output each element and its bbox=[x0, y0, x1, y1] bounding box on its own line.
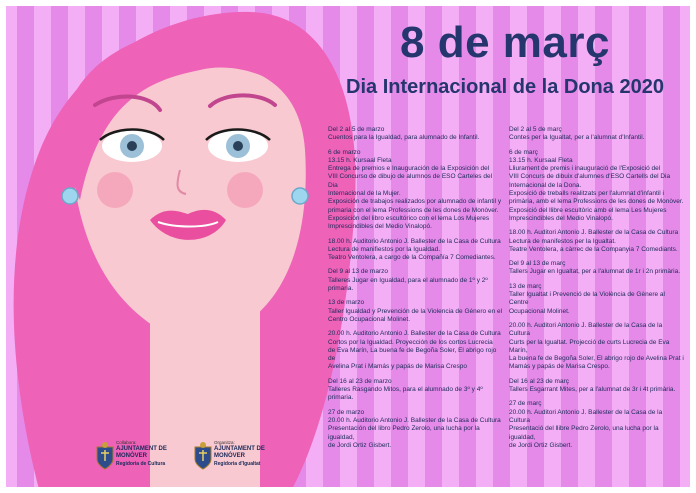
program-entry bbox=[509, 149, 684, 224]
program-entry bbox=[328, 409, 503, 450]
program-line: Internacional de la Dona. bbox=[509, 181, 582, 189]
program-line: 20.00 h. Auditorio Antonio J. Ballester de la Casa de Cultura bbox=[328, 416, 501, 424]
page-title: 8 de març bbox=[400, 18, 610, 67]
program-line: 20.00 h. Auditori Antonio J. Ballester de la Casa de la Cultura bbox=[509, 321, 663, 338]
program-entry bbox=[509, 378, 684, 395]
program-line: Avelina Prat i Mamás y papás de Marisa Crespo bbox=[328, 363, 467, 371]
program-line: Lliurament de premis i inauguració de l'Exposició del bbox=[509, 165, 661, 173]
logo-name: AJUNTAMENT DE MONÒVER bbox=[214, 446, 265, 459]
left-earring bbox=[62, 188, 78, 204]
logo-regidoria-igualtat bbox=[192, 437, 287, 477]
program-valencian bbox=[509, 126, 684, 456]
program-line: 18.00 h. Auditorio Antonio J. Ballester de la Casa de Cultura bbox=[328, 237, 501, 245]
program-entry bbox=[328, 299, 503, 324]
program-line: Tallers Esgarrant Mites, per a l'alumnat de 3r i 4t primària. bbox=[509, 386, 676, 394]
program-line: Curts per la Igualtat. Projecció de curts Lucrecia de Eva Marín, bbox=[509, 338, 670, 354]
program-entry bbox=[509, 400, 684, 450]
program-line: Contes per la Igualtat, per a l'alumnat d'Infantil. bbox=[509, 134, 645, 142]
program-line: 13.15 h. Kursaal Fleta bbox=[328, 156, 392, 164]
program-line: Del 2 al 5 de marzo bbox=[328, 126, 385, 133]
program-entry bbox=[509, 283, 684, 316]
program-line: Mamás y papás de Marisa Crespo. bbox=[509, 363, 610, 371]
program-line: de Jordi Ortiz Gisbert. bbox=[509, 441, 573, 449]
program-line: 6 de marzo bbox=[328, 148, 361, 156]
logo-role: Organitza: bbox=[214, 440, 235, 445]
program-line: Teatro Ventolera, a cargo de la Compañía 7 Comediantes. bbox=[328, 254, 496, 262]
program-line: 18.00 h. Auditori Antonio J. Ballester de la Casa de Cultura bbox=[509, 229, 679, 237]
program-line: Lectura de manifestos per la Igualtat. bbox=[509, 237, 616, 245]
program-line: La buena fe de Begoña Soler, El abrigo rojo de Avelina Prat i bbox=[509, 355, 684, 363]
program-line: Tallers Jugar en Igualtat, per a l'alumnat de 1r i 2n primària. bbox=[509, 268, 681, 276]
program-entry bbox=[328, 238, 503, 263]
program-line: Del 2 al 5 de març bbox=[509, 126, 562, 133]
program-line: Exposició de treballs realitzats per l'alumnat d'infantil i bbox=[509, 190, 664, 198]
program-line: Lectura de manifiestos por la Igualdad. bbox=[328, 245, 441, 253]
logo-department: Regidoria d'Igualtat bbox=[214, 461, 261, 467]
program-line: de Jordi Ortiz Gisbert. bbox=[328, 441, 392, 449]
program-spanish bbox=[328, 126, 503, 456]
logo-department: Regidoria de Cultura bbox=[116, 461, 166, 467]
page-subtitle: Dia Internacional de la Dona 2020 bbox=[346, 76, 664, 98]
program-line: VIII Concurso de dibujo de alumnos de ESO Carteles del Dia bbox=[328, 173, 493, 189]
program-line: Exposició del llibre escultòric amb el lema Les Mujeres bbox=[509, 206, 667, 214]
program-entry bbox=[509, 260, 684, 277]
program-line: 13 de març bbox=[509, 282, 542, 290]
program-line: VIII Concurs de dibuix d'alumnes d'ESO Cartells del Dia bbox=[509, 173, 671, 181]
program-line: Imprescindibles del Medio Vinalopó. bbox=[509, 214, 613, 222]
program-line: Talleres Rasgando Mitos, para el alumnado de 3º y 4º primaria. bbox=[328, 386, 483, 402]
program-line: Del 16 al 23 de marzo bbox=[328, 377, 392, 385]
program-line: Imprescindibles del Medio Vinalopó. bbox=[328, 223, 432, 231]
program-line: Cuentos para la Igualdad, para alumnado de Infantil. bbox=[328, 134, 480, 142]
program-entry bbox=[328, 330, 503, 371]
program-line: de Eva Marín, La buena fe de Begoña Soler, El abrigo rojo de bbox=[328, 346, 497, 363]
program-line: 27 de marzo bbox=[328, 408, 365, 416]
program-line: 6 de març bbox=[509, 148, 538, 156]
program-entry bbox=[509, 229, 684, 254]
program-line: Exposición del libro escultórico con el lema Los Mujeres bbox=[328, 214, 490, 222]
program-line: 20.00 h. Auditorio Antonio J. Ballester de la Casa de Cultura bbox=[328, 330, 501, 338]
program-line: Centro Ocupacional Molinet. bbox=[328, 315, 411, 323]
program-line: primaria con el lema Professions de les dones de Monòver. bbox=[328, 206, 499, 214]
program-line: Entrega de premios e Inauguración de la Exposición del bbox=[328, 165, 490, 173]
program-line: Presentació del llibre Pedro Zerolo, una lucha por la igualdad, bbox=[509, 425, 659, 441]
program-line: Talleres Jugar en Igualdad, para el alumnado de 1º y 2º primaria. bbox=[328, 276, 488, 293]
program-line: 27 de març bbox=[509, 400, 542, 408]
program-line: Taller Igualdad y Prevención de la Violencia de Género en el bbox=[328, 307, 503, 315]
program-line: Exposición de trabajos realizados por alumnado de infantil y bbox=[328, 198, 502, 206]
logo-name: AJUNTAMENT DE MONÒVER bbox=[116, 446, 167, 459]
program-line: Teatre Ventolera, a càrrec de la Companyia 7 Comediants. bbox=[509, 245, 678, 253]
program-line: 13.15 h. Kursaal Fleta bbox=[509, 156, 573, 164]
program-line: 20.00 h. Auditori Antonio J. Ballester de la Casa de la Cultura bbox=[509, 408, 663, 424]
program-entry bbox=[509, 126, 684, 143]
program-line: primària, amb el lema Professions de les dones de Monòver. bbox=[509, 198, 684, 206]
coat-of-arms-icon bbox=[94, 441, 116, 471]
logo-role: Collabora: bbox=[116, 440, 137, 445]
right-earring bbox=[292, 188, 308, 204]
logo-regidoria-cultura bbox=[94, 437, 189, 477]
program-entry bbox=[328, 126, 503, 143]
program-line: Del 9 al 13 de marzo bbox=[328, 268, 388, 276]
program-line: Taller Igualtat i Prevenció de la Violència de Gènere al Centre bbox=[509, 291, 665, 307]
program-entry bbox=[328, 268, 503, 293]
program-entry bbox=[328, 378, 503, 403]
program-line: Internacional de la Mujer. bbox=[328, 190, 401, 198]
program-line: Cortos por la Igualdad. Proyección de los cortos Lucrecia bbox=[328, 338, 493, 346]
program-line: Del 9 al 13 de març bbox=[509, 260, 566, 268]
program-line: Del 16 al 23 de març bbox=[509, 377, 569, 385]
program-entry bbox=[328, 149, 503, 232]
right-cheek bbox=[227, 172, 263, 208]
program-entry bbox=[509, 322, 684, 372]
left-cheek bbox=[97, 172, 133, 208]
program-line: Presentación del libro Pedro Zerolo, una lucha por la igualdad, bbox=[328, 425, 480, 441]
coat-of-arms-icon bbox=[192, 441, 214, 471]
program-line: Ocupacional Molinet. bbox=[509, 307, 570, 315]
program-line: 13 de marzo bbox=[328, 299, 365, 307]
